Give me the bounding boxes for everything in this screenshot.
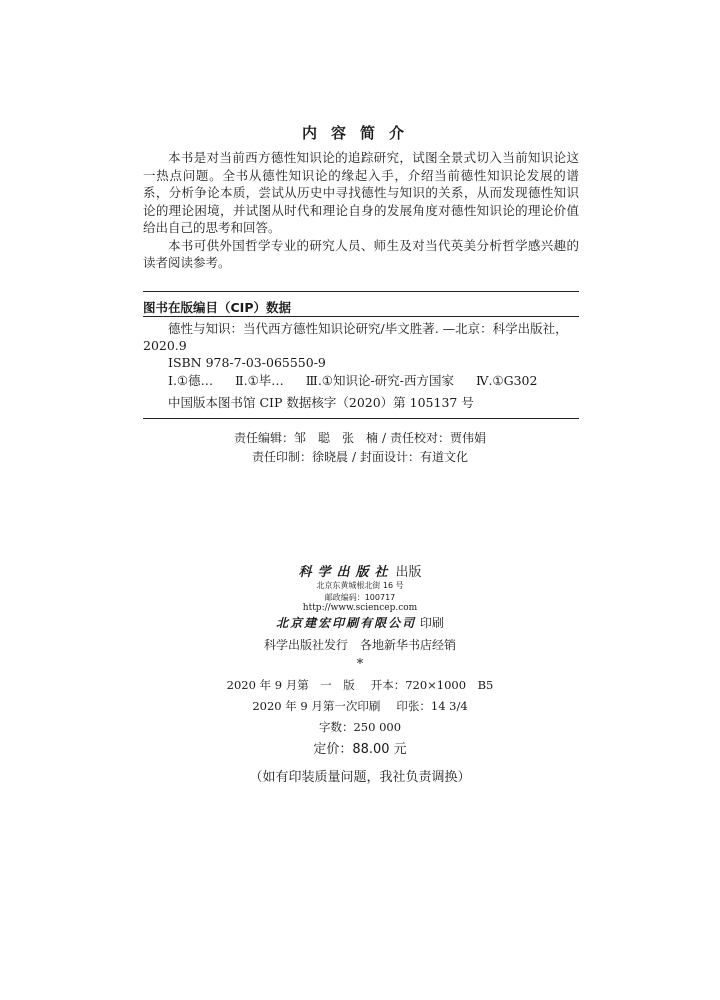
cip-entry-text: 德性与知识：当代西方德性知识论研究/毕文胜著. —北京：科学出版社，	[168, 321, 568, 336]
publisher-address: 北京东黄城根北街 16 号	[316, 581, 404, 590]
word-count: 字数：250 000	[318, 720, 402, 734]
cip-subject-item: Ⅳ.①G302	[475, 373, 538, 388]
credits-line-production	[0, 448, 720, 465]
summary-paragraph: 本书是对当前西方德性知识论的追踪研究，试图全景式切入当前知识论这一热点问题。全书从德性知识论的缘起入手，介绍当前德性知识论发展的谱系，分析争论本质，尝试从历史中寻找德性与知识的关系，从而发现德性知识论的理论困境，并试图从时代和理论自身的发展角度对德性知识论的理论价值给出自己的思考和回答。	[143, 150, 579, 235]
summary-paragraph: 本书可供外国哲学专业的研究人员、师生及对当代英美分析哲学感兴趣的读者阅读参考。	[143, 237, 579, 270]
format: 开本：720×1000 B5	[370, 678, 494, 692]
cip-heading: 图书在版编目（CIP）数据	[143, 300, 291, 315]
cip-top-rule	[143, 291, 579, 292]
cip-entry	[143, 320, 579, 371]
quality-note: （如有印装质量问题，我社负责调换）	[249, 770, 471, 785]
credit-printing: 责任印制：徐晓晨	[251, 450, 348, 464]
printer-logo: 北京建宏印刷有限公司	[276, 616, 417, 630]
credit-editors: 责任编辑：邹 聪 张 楠	[233, 431, 378, 445]
sheets: 印张：14 3/4	[396, 699, 468, 713]
edition-date: 2020 年 9 月第 一 版	[226, 678, 355, 692]
publisher-zip: 邮政编码：100717	[324, 593, 396, 602]
cip-heading-rule	[143, 316, 579, 317]
cip-subject-item: Ⅱ.①毕…	[235, 373, 284, 388]
credit-cover: 封面设计：有道文化	[360, 450, 469, 464]
publisher-url: http://www.sciencep.com	[302, 603, 418, 613]
publisher-line	[0, 561, 720, 580]
printer-line	[0, 614, 720, 631]
printer-suffix: 印刷	[419, 616, 444, 630]
cip-number: 中国版本图书馆 CIP 数据核字（2020）第 105137 号	[168, 395, 474, 410]
cip-bottom-rule	[143, 418, 579, 419]
summary-title: 内容简介	[301, 124, 418, 142]
printing-date: 2020 年 9 月第一次印刷	[252, 699, 381, 713]
price: 定价：88.00 元	[313, 742, 407, 757]
printing-line	[0, 698, 720, 714]
distribution: 科学出版社发行 各地新华书店经销	[263, 638, 456, 652]
cip-subjects	[143, 372, 579, 389]
cip-subject-item: Ⅲ.①知识论-研究-西方国家	[305, 373, 454, 388]
summary-body	[143, 149, 579, 272]
credit-separator: /	[381, 431, 387, 445]
credit-proofreader: 责任校对：贾伟娟	[390, 431, 487, 445]
credit-separator: /	[351, 450, 357, 464]
cip-isbn: ISBN 978-7-03-065550-9	[168, 355, 326, 370]
credits-line-editors	[0, 429, 720, 446]
publisher-logo: 科学出版社	[298, 565, 394, 580]
edition-line	[0, 677, 720, 693]
cip-date: 2020.9	[143, 338, 187, 353]
separator-star: *	[356, 657, 364, 672]
publisher-suffix: 出版	[395, 565, 422, 580]
cip-subject-item: Ⅰ.①德…	[168, 373, 214, 388]
